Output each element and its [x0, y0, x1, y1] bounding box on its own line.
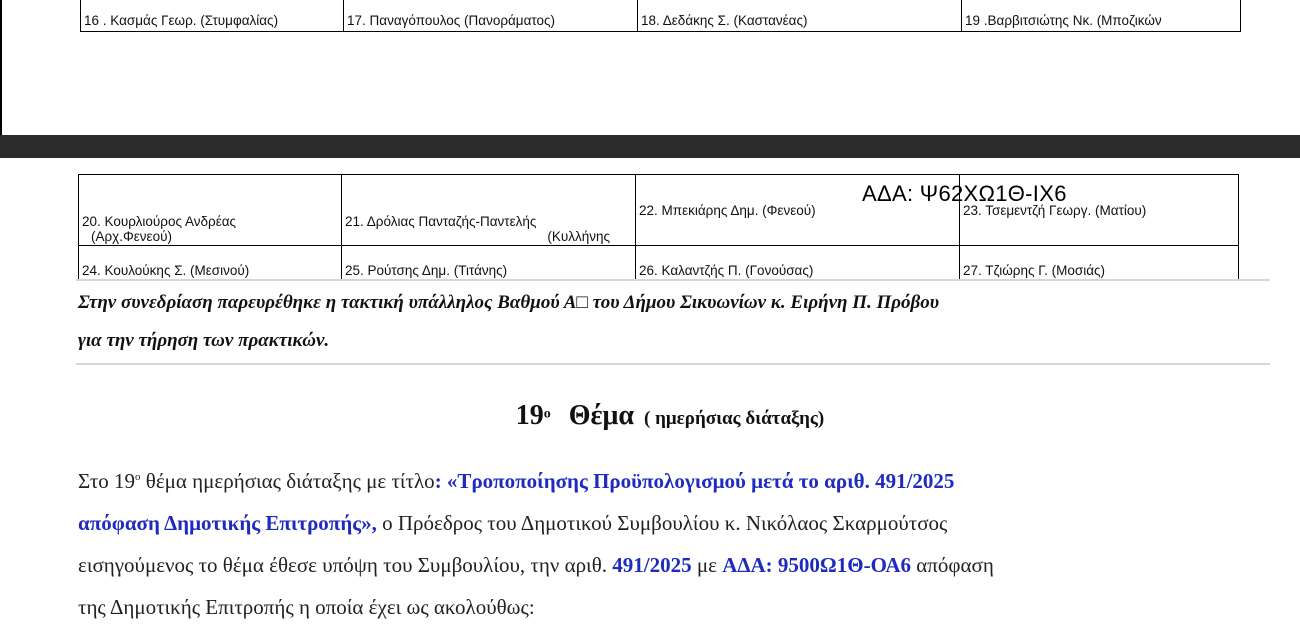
topic-title: απόφαση Δημοτικής Επιτροπής»,: [78, 511, 377, 535]
table-cell: 27. Τζιώρης Γ. (Μοσιάς): [960, 246, 1239, 280]
topic-heading: [0, 400, 1300, 432]
table-cell: 23. Τσεμεντζή Γεωργ. (Ματίου): [960, 175, 1239, 246]
members-table-top: [80, 0, 1241, 32]
text-run: Στο 19: [78, 469, 136, 493]
ordinal: ο: [135, 471, 141, 483]
attendance-note: [78, 284, 1258, 360]
text-run: θέμα ημερήσιας διάταξης με τίτλο: [140, 469, 435, 493]
table-row: [79, 246, 1239, 280]
decision-ada: ΑΔΑ: 9500Ω1Θ-ΟΑ6: [722, 553, 912, 577]
table-cell: 24. Κουλούκης Σ. (Μεσινού): [79, 246, 342, 280]
table-row: [81, 0, 1241, 32]
text-run: εισηγούμενος το θέμα έθεσε υπόψη του Συμβουλίου, την αριθ.: [78, 553, 613, 577]
table-cell: 22. Μπεκιάρης Δημ. (Φενεού): [636, 175, 960, 246]
table-cell: [79, 175, 342, 246]
divider: [76, 279, 1270, 281]
table-cell: 17. Παναγόπουλος (Πανοράματος): [344, 0, 638, 32]
decision-number: 491/2025: [612, 553, 692, 577]
table-cell: 16 . Κασμάς Γεωρ. (Στυμφαλίας): [81, 0, 344, 32]
topic-title: : «Τροποποίησης Προϋπολογισμού μετά το αριθ. 491/2025: [434, 469, 955, 493]
body-paragraph: [78, 456, 1278, 628]
cell-line: (Αρχ.Φενεού): [91, 229, 172, 244]
text-run: απόφαση: [911, 553, 994, 577]
table-cell: 25. Ρούτσης Δημ. (Τιτάνης): [342, 246, 636, 280]
document-page: [0, 158, 1300, 640]
table-cell: [342, 175, 636, 246]
page-separator: [0, 135, 1300, 158]
table-cell: 26. Καλαντζής Π. (Γονούσας): [636, 246, 960, 280]
cell-line: 21. Δρόλιας Πανταζής-Παντελής: [345, 214, 537, 229]
table-cell: 18. Δεδάκης Σ. (Καστανέας): [638, 0, 962, 32]
cell-line: 20. Κουρλιούρος Ανδρέας: [82, 214, 237, 229]
body-line: [78, 544, 1278, 586]
previous-page-fragment: [0, 0, 1300, 135]
body-line: της Δημοτικής Επιτροπής η οποία έχει ως ακολούθως:: [78, 595, 535, 619]
attendance-line: Στην συνεδρίαση παρευρέθηκε η τακτική υπάλληλος Βαθμού Α□ του Δήμου Σικυωνίων κ. Ειρήνη Π. Πρόβου: [78, 292, 940, 313]
body-line: [78, 456, 1278, 502]
ada-stamp: ΑΔΑ: Ψ62ΧΩ1Θ-ΙΧ6: [862, 181, 1067, 206]
topic-number: 19: [515, 400, 544, 431]
topic-subtitle: ( ημερήσιας διάταξης): [644, 408, 825, 429]
text-run: με: [691, 553, 723, 577]
topic-ordinal: ο: [543, 406, 551, 422]
attendance-line: για την τήρηση των πρακτικών.: [78, 330, 330, 351]
body-line: [78, 502, 1278, 544]
cell-line: (Κυλλήνης: [547, 229, 610, 244]
divider: [76, 363, 1270, 365]
text-run: ο Πρόεδρος του Δημοτικού Συμβουλίου κ. Νικόλαος Σκαρμούτσος: [376, 511, 948, 535]
table-cell: 19 .Βαρβιτσιώτης Νκ. (Μποζικών: [962, 0, 1241, 32]
topic-word: Θέμα: [568, 400, 635, 431]
